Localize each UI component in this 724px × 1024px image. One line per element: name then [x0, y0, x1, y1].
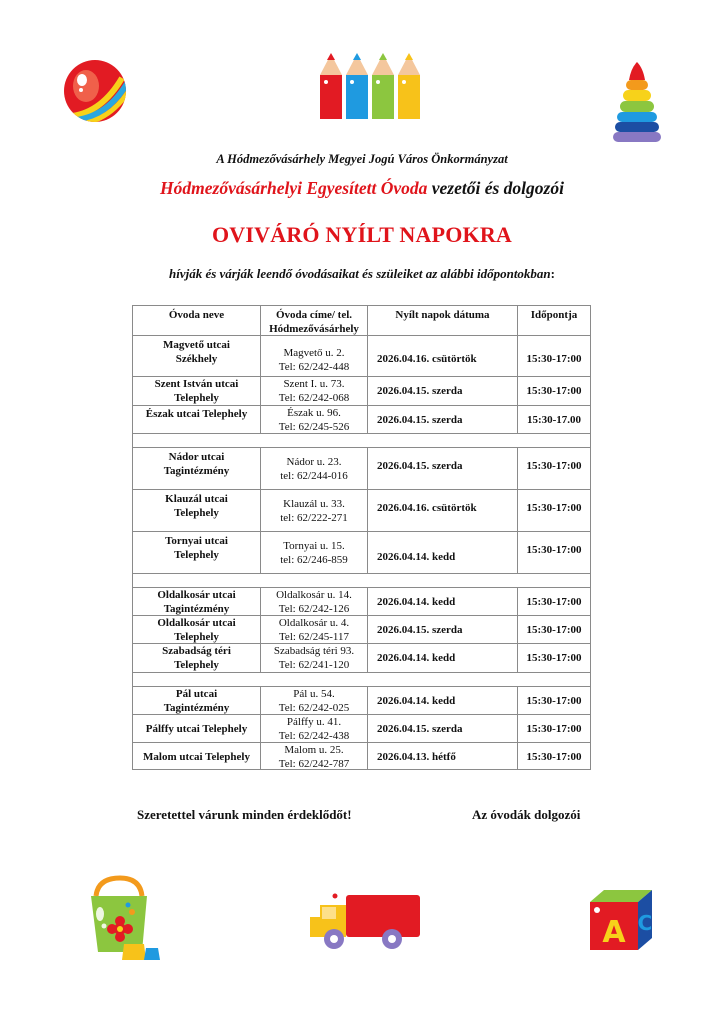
table-row — [133, 448, 590, 490]
open-day-date: 2026.04.15. szerda — [368, 715, 518, 742]
open-day-date: 2026.04.14. kedd — [368, 687, 518, 714]
table-row — [133, 616, 590, 644]
bucket-icon — [88, 874, 164, 964]
separator-row — [133, 574, 590, 588]
stacking-rings-icon — [612, 60, 662, 144]
open-day-time: 15:30-17.00 — [526, 413, 582, 426]
table-row — [133, 687, 590, 715]
open-day-date: 2026.04.15. szerda — [368, 406, 518, 433]
open-day-date: 2026.04.14. kedd — [368, 532, 518, 573]
kindergarten-address: Észak u. 96. Tel: 62/245-526 — [261, 406, 368, 433]
invitation-colon: : — [550, 266, 556, 281]
ball-icon — [62, 58, 128, 124]
open-day-time: 15:30-17:00 — [526, 502, 582, 514]
open-day-time: 15:30-17:00 — [526, 722, 582, 735]
kindergarten-address: Oldalkosár u. 14. Tel: 62/242-126 — [261, 588, 368, 615]
table-header-row — [133, 306, 590, 336]
kindergarten-name: Oldalkosár utcai Tagintézmény — [133, 588, 261, 615]
kindergarten-name: Magvető utcai Székhely — [133, 336, 261, 376]
table-row — [133, 377, 590, 406]
open-day-time: 15:30-17:00 — [526, 544, 582, 556]
open-days-table — [132, 305, 591, 770]
kindergarten-address: Klauzál u. 33. tel: 62/222-271 — [261, 490, 368, 531]
kindergarten-name: Nádor utcai Tagintézmény — [133, 448, 261, 489]
table-row — [133, 743, 590, 770]
kindergarten-name: Észak utcai Telephely — [133, 406, 261, 433]
kindergarten-address: Szabadság téri 93. Tel: 62/241-120 — [261, 644, 368, 672]
kindergarten-name: Szabadság téri Telephely — [133, 644, 261, 672]
column-header-time: Időpontja — [530, 309, 578, 321]
kindergarten-address: Oldalkosár u. 4. Tel: 62/245-117 — [261, 616, 368, 643]
open-day-time: 15:30-17:00 — [526, 652, 582, 664]
table-row — [133, 406, 590, 434]
open-day-time: 15:30-17:00 — [526, 750, 582, 763]
table-row — [133, 715, 590, 743]
open-day-time: 15:30-17:00 — [526, 353, 582, 365]
signature: Az óvodák dolgozói — [472, 807, 581, 822]
open-day-date: 2026.04.15. szerda — [368, 448, 518, 489]
open-day-date: 2026.04.15. szerda — [368, 616, 518, 643]
open-day-time: 15:30-17:00 — [526, 694, 582, 707]
open-day-date: 2026.04.16. csütörtök — [368, 336, 518, 376]
open-day-time: 15:30-17:00 — [526, 385, 582, 397]
table-row — [133, 644, 590, 673]
kindergarten-name: Szent István utcai Telephely — [133, 377, 261, 405]
column-header-name: Óvoda neve — [133, 306, 261, 335]
kindergarten-name: Oldalkosár utcai Telephely — [133, 616, 261, 643]
open-day-time: 15:30-17:00 — [526, 460, 582, 472]
table-row — [133, 336, 590, 377]
closing-greeting: Szeretettel várunk minden érdeklődőt! — [137, 807, 352, 822]
kindergarten-name: Malom utcai Telephely — [133, 743, 261, 770]
pencils-icon — [318, 50, 422, 120]
invitation-line — [0, 266, 724, 282]
institution-suffix: vezetői és dolgozói — [427, 178, 564, 198]
kindergarten-address: Szent I. u. 73. Tel: 62/242-068 — [261, 377, 368, 405]
column-header-address: Óvoda címe/ tel. Hódmezővásárhely — [261, 306, 368, 335]
kindergarten-address: Malom u. 25. Tel: 62/242-787 — [261, 743, 368, 770]
invitation-text: hívják és várják leendő óvodásaikat és szüleiket az alábbi időpontokban — [168, 266, 551, 281]
svg-text:C: C — [637, 911, 653, 935]
kindergarten-name: Klauzál utcai Telephely — [133, 490, 261, 531]
kindergarten-address: Magvető u. 2. Tel: 62/242-448 — [261, 336, 368, 376]
open-day-date: 2026.04.15. szerda — [368, 377, 518, 405]
kindergarten-address: Pálffy u. 41. Tel: 62/242-438 — [261, 715, 368, 742]
page-title: OVIVÁRÓ NYÍLT NAPOKRA — [211, 222, 513, 247]
open-day-time: 15:30-17:00 — [526, 623, 582, 636]
table-row — [133, 490, 590, 532]
truck-icon — [308, 893, 424, 951]
institution-line — [0, 178, 724, 199]
separator-row — [133, 673, 590, 687]
kindergarten-name: Tornyai utcai Telephely — [133, 532, 261, 573]
separator-row — [133, 434, 590, 448]
kindergarten-address: Pál u. 54. Tel: 62/242-025 — [261, 687, 368, 714]
open-day-date: 2026.04.14. kedd — [368, 644, 518, 672]
toy-block-icon — [588, 888, 654, 952]
kindergarten-address: Tornyai u. 15. tel: 62/246-859 — [261, 532, 368, 573]
open-day-time: 15:30-17:00 — [526, 595, 582, 608]
organization-line: A Hódmezővásárhely Megyei Jogú Város Önkormányzat — [216, 152, 508, 166]
open-day-date: 2026.04.14. kedd — [368, 588, 518, 615]
svg-text:A: A — [602, 915, 626, 950]
table-row — [133, 588, 590, 616]
kindergarten-name: Pálffy utcai Telephely — [133, 715, 261, 742]
open-day-date: 2026.04.16. csütörtök — [368, 490, 518, 531]
institution-name: Hódmezővásárhelyi Egyesített Óvoda — [160, 178, 428, 198]
kindergarten-name: Pál utcai Tagintézmény — [133, 687, 261, 714]
column-header-date: Nyílt napok dátuma — [368, 306, 518, 335]
open-day-date: 2026.04.13. hétfő — [368, 743, 518, 770]
kindergarten-address: Nádor u. 23. tel: 62/244-016 — [261, 448, 368, 489]
table-row — [133, 532, 590, 574]
